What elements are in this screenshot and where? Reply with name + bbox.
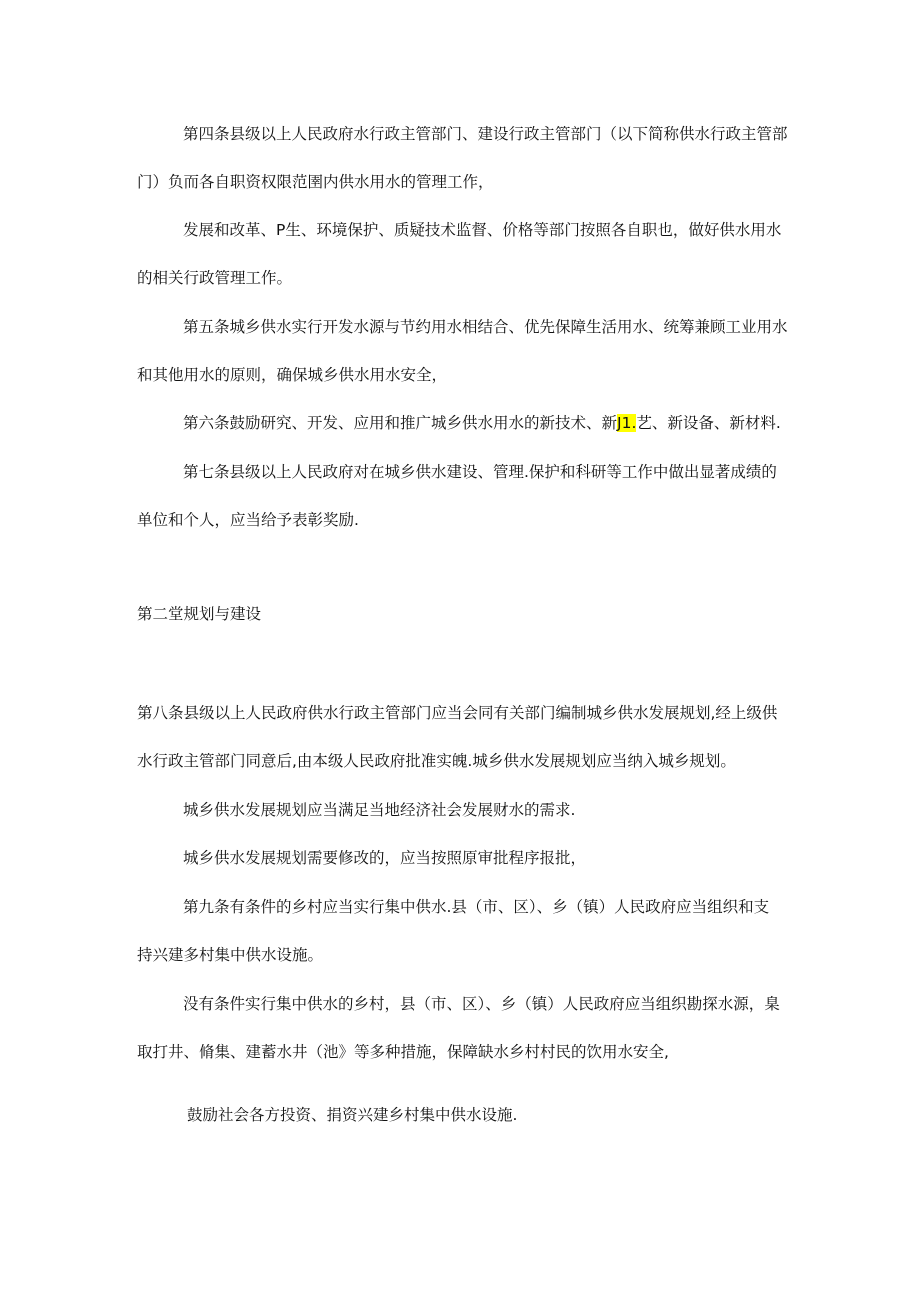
chapter-heading: 第二堂规划与建设	[137, 605, 262, 623]
article-4b-line-2: 的相关行政管理工作。	[137, 269, 293, 287]
article-7-line-2: 单位和个人，应当给予表彰奖励.	[137, 511, 359, 529]
article-5-line-1: 第五条城乡供水实行开发水源与节约用水相结合、优先保障生活用水、统筹兼顾工业用水	[183, 318, 788, 336]
article-5-line-2: 和其他用水的原则，确保城乡供水用水安全，	[137, 366, 448, 384]
article-4b-line-1: 发展和改革、P生、环境保护、质疑技术监督、价格等部门按照各自职也，做好供水用水	[183, 221, 782, 239]
article-7-line-1: 第七条县级以上人民政府对在城乡供水建设、管理.保护和科研等工作中做出显著成绩的	[183, 463, 777, 481]
highlighted-text: J1.	[617, 414, 637, 432]
article-9-line-2: 持兴建多村集中供水设施。	[137, 946, 324, 964]
article-6-line-1	[183, 412, 781, 434]
article-6-text-after: 艺、新设备、新材料.	[636, 414, 781, 432]
article-8c-line-1: 城乡供水发展规划需要修改的，应当按照原审批程序报批，	[183, 849, 587, 867]
article-4-line-1: 第四条县级以上人民政府水行政主管部门、建设行政主管部门（以下简称供水行政主管部	[183, 125, 788, 143]
article-9c-line-1: 鼓励社会各方投资、捐资兴建乡村集中供水设施.	[187, 1106, 518, 1124]
article-4-line-2: 门）负而各自职资权限范圉内供水用水的管理工作，	[137, 173, 494, 191]
article-8-line-2: 水行政主管部门同意后,由本级人民政府批准实魄.城乡供水发展规划应当纳入城乡规划。	[137, 752, 736, 770]
article-9-line-1: 第九条有条件的乡村应当实行集中供水.县（市、区）、乡（镇）人民政府应当组织和支	[183, 898, 770, 916]
article-9b-line-1: 没有条件实行集中供水的乡村，县（市、区）、乡（镇）人民政府应当组织勘探水源，臬	[183, 995, 780, 1013]
article-9b-line-2: 取打井、脩集、建蓄水井（池》等多种措施，保障缺水乡村村民的饮用水安全,	[137, 1043, 669, 1061]
article-8b-line-1: 城乡供水发展规划应当满足当地经济社会发展财水的需求.	[183, 801, 576, 819]
article-8-line-1: 第八条县级以上人民政府供水行政主管部门应当会同有关部门编制城乡供水发展规划,经上级供	[137, 704, 778, 722]
article-6-text-before: 第六条鼓励研究、开发、应用和推广城乡供水用水的新技术、新	[183, 414, 618, 432]
